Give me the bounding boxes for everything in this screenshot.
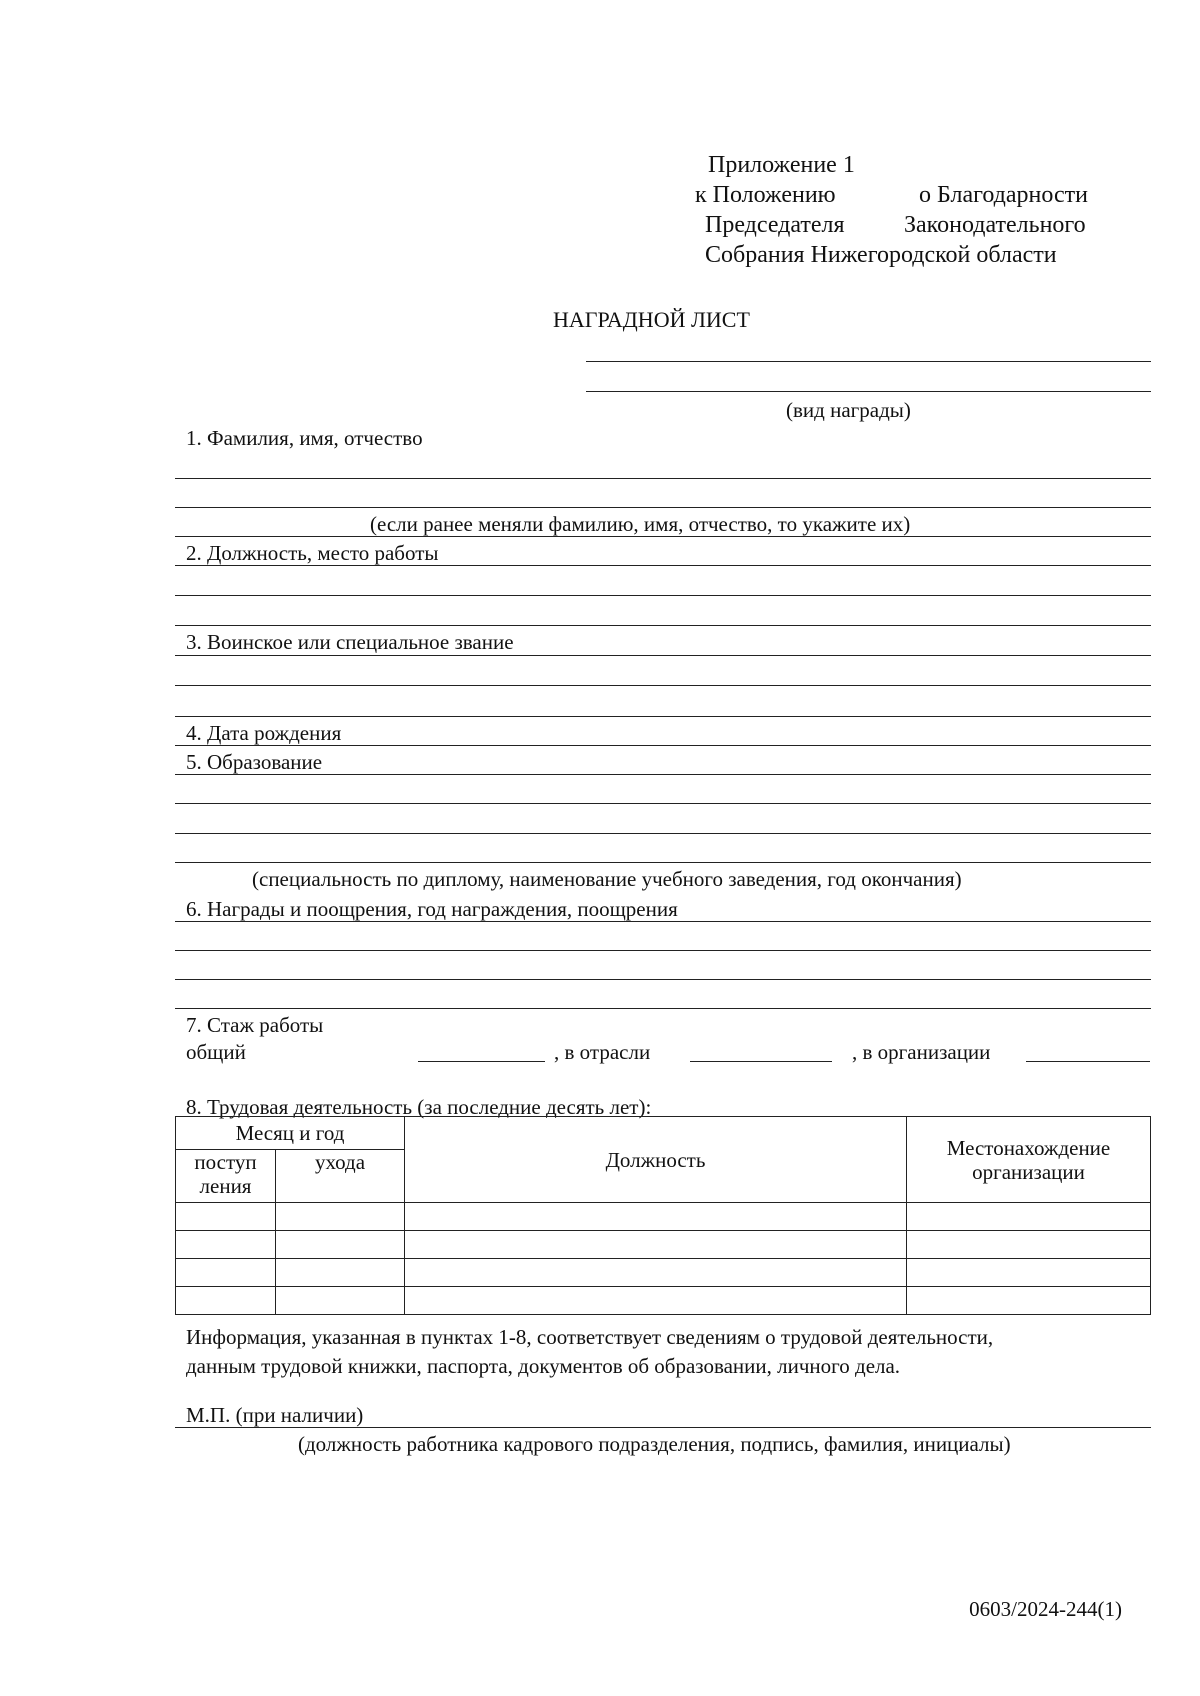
field-5-line-1[interactable] [175, 774, 1151, 775]
field-6-line-2[interactable] [175, 950, 1151, 951]
table-row [176, 1259, 1151, 1287]
field-6-line-1[interactable] [175, 921, 1151, 922]
field-7-industry-label: , в отрасли [554, 1040, 651, 1064]
field-5-label: 5. Образование [186, 750, 323, 774]
field-3-line-1[interactable] [175, 655, 1151, 656]
table-cell[interactable] [176, 1287, 276, 1315]
document-code: 0603/2024-244(1) [969, 1597, 1122, 1621]
award-type-line-2[interactable] [586, 391, 1151, 392]
employment-table [175, 1116, 1151, 1315]
field-7-org-blank[interactable] [1026, 1061, 1150, 1062]
document-title: НАГРАДНОЙ ЛИСТ [553, 307, 750, 332]
award-type-line-1[interactable] [586, 361, 1151, 362]
table-cell[interactable] [176, 1231, 276, 1259]
field-5-note: (специальность по диплому, наименование учебного заведения, год окончания) [252, 867, 962, 891]
field-1-note: (если ранее меняли фамилию, имя, отчество, то укажите их) [370, 512, 911, 536]
field-5-line-2[interactable] [175, 803, 1151, 804]
annex-line2a: к Положению [695, 182, 836, 208]
table-cell[interactable] [907, 1287, 1151, 1315]
signature-caption: (должность работника кадрового подразделения, подпись, фамилия, инициалы) [298, 1432, 1011, 1456]
stamp-label: М.П. (при наличии) [186, 1403, 364, 1427]
table-row [176, 1287, 1151, 1315]
field-7-total-label: общий [186, 1040, 246, 1064]
table-cell[interactable] [907, 1259, 1151, 1287]
field-1-line-2[interactable] [175, 507, 1151, 508]
confirmation-line-2: данным трудовой книжки, паспорта, документов об образовании, личного дела. [186, 1354, 901, 1378]
field-5-line-4[interactable] [175, 862, 1151, 863]
field-1-line-3[interactable] [175, 536, 1151, 537]
annex-title: Приложение 1 [708, 152, 855, 178]
header-location [907, 1117, 1151, 1203]
table-cell[interactable] [907, 1203, 1151, 1231]
field-4-label: 4. Дата рождения [186, 721, 342, 745]
header-start [176, 1150, 276, 1203]
field-1-line-1[interactable] [175, 478, 1151, 479]
table-cell[interactable] [405, 1259, 907, 1287]
field-6-label: 6. Награды и поощрения, год награждения, поощрения [186, 897, 678, 921]
header-location-l1: Местонахождение [946, 1135, 1111, 1160]
field-1-label: 1. Фамилия, имя, отчество [186, 426, 423, 450]
annex-line2b: о Благодарности [919, 182, 1088, 208]
table-row [176, 1203, 1151, 1231]
field-2-line-3[interactable] [175, 625, 1151, 626]
table-cell[interactable] [176, 1203, 276, 1231]
field-8-label: 8. Трудовая деятельность (за последние десять лет): [186, 1095, 652, 1119]
table-cell[interactable] [276, 1287, 405, 1315]
field-7-org-label: , в организации [852, 1040, 991, 1064]
header-end: ухода [276, 1150, 405, 1203]
header-location-l2: организации [972, 1159, 1085, 1184]
table-cell[interactable] [276, 1203, 405, 1231]
field-2-label: 2. Должность, место работы [186, 541, 439, 565]
field-7-total-blank[interactable] [418, 1061, 545, 1062]
table-cell[interactable] [276, 1259, 405, 1287]
field-2-line-1[interactable] [175, 565, 1151, 566]
table-cell[interactable] [405, 1231, 907, 1259]
header-start-l2: ления [199, 1174, 252, 1198]
header-month-year: Месяц и год [176, 1117, 405, 1150]
field-3-label: 3. Воинское или специальное звание [186, 630, 514, 654]
table-cell[interactable] [405, 1287, 907, 1315]
header-start-l1: поступ [194, 1150, 257, 1174]
field-4-line[interactable] [175, 745, 1151, 746]
annex-line3b: Законодательного [904, 212, 1086, 238]
field-3-line-3[interactable] [175, 716, 1151, 717]
field-5-line-3[interactable] [175, 833, 1151, 834]
table-cell[interactable] [907, 1231, 1151, 1259]
field-7-industry-blank[interactable] [690, 1061, 832, 1062]
signature-line[interactable] [175, 1427, 1151, 1428]
table-row [176, 1231, 1151, 1259]
annex-line3a: Председателя [705, 212, 845, 238]
award-type-caption: (вид награды) [786, 398, 911, 422]
table-cell[interactable] [276, 1231, 405, 1259]
header-position: Должность [405, 1117, 907, 1203]
annex-line4: Собрания Нижегородской области [705, 242, 1057, 268]
field-7-label: 7. Стаж работы [186, 1013, 324, 1037]
confirmation-line-1: Информация, указанная в пунктах 1-8, соответствует сведениям о трудовой деятельности, [186, 1325, 994, 1349]
field-3-line-2[interactable] [175, 685, 1151, 686]
table-cell[interactable] [405, 1203, 907, 1231]
field-2-line-2[interactable] [175, 595, 1151, 596]
table-cell[interactable] [176, 1259, 276, 1287]
field-6-line-3[interactable] [175, 979, 1151, 980]
field-6-line-4[interactable] [175, 1008, 1151, 1009]
